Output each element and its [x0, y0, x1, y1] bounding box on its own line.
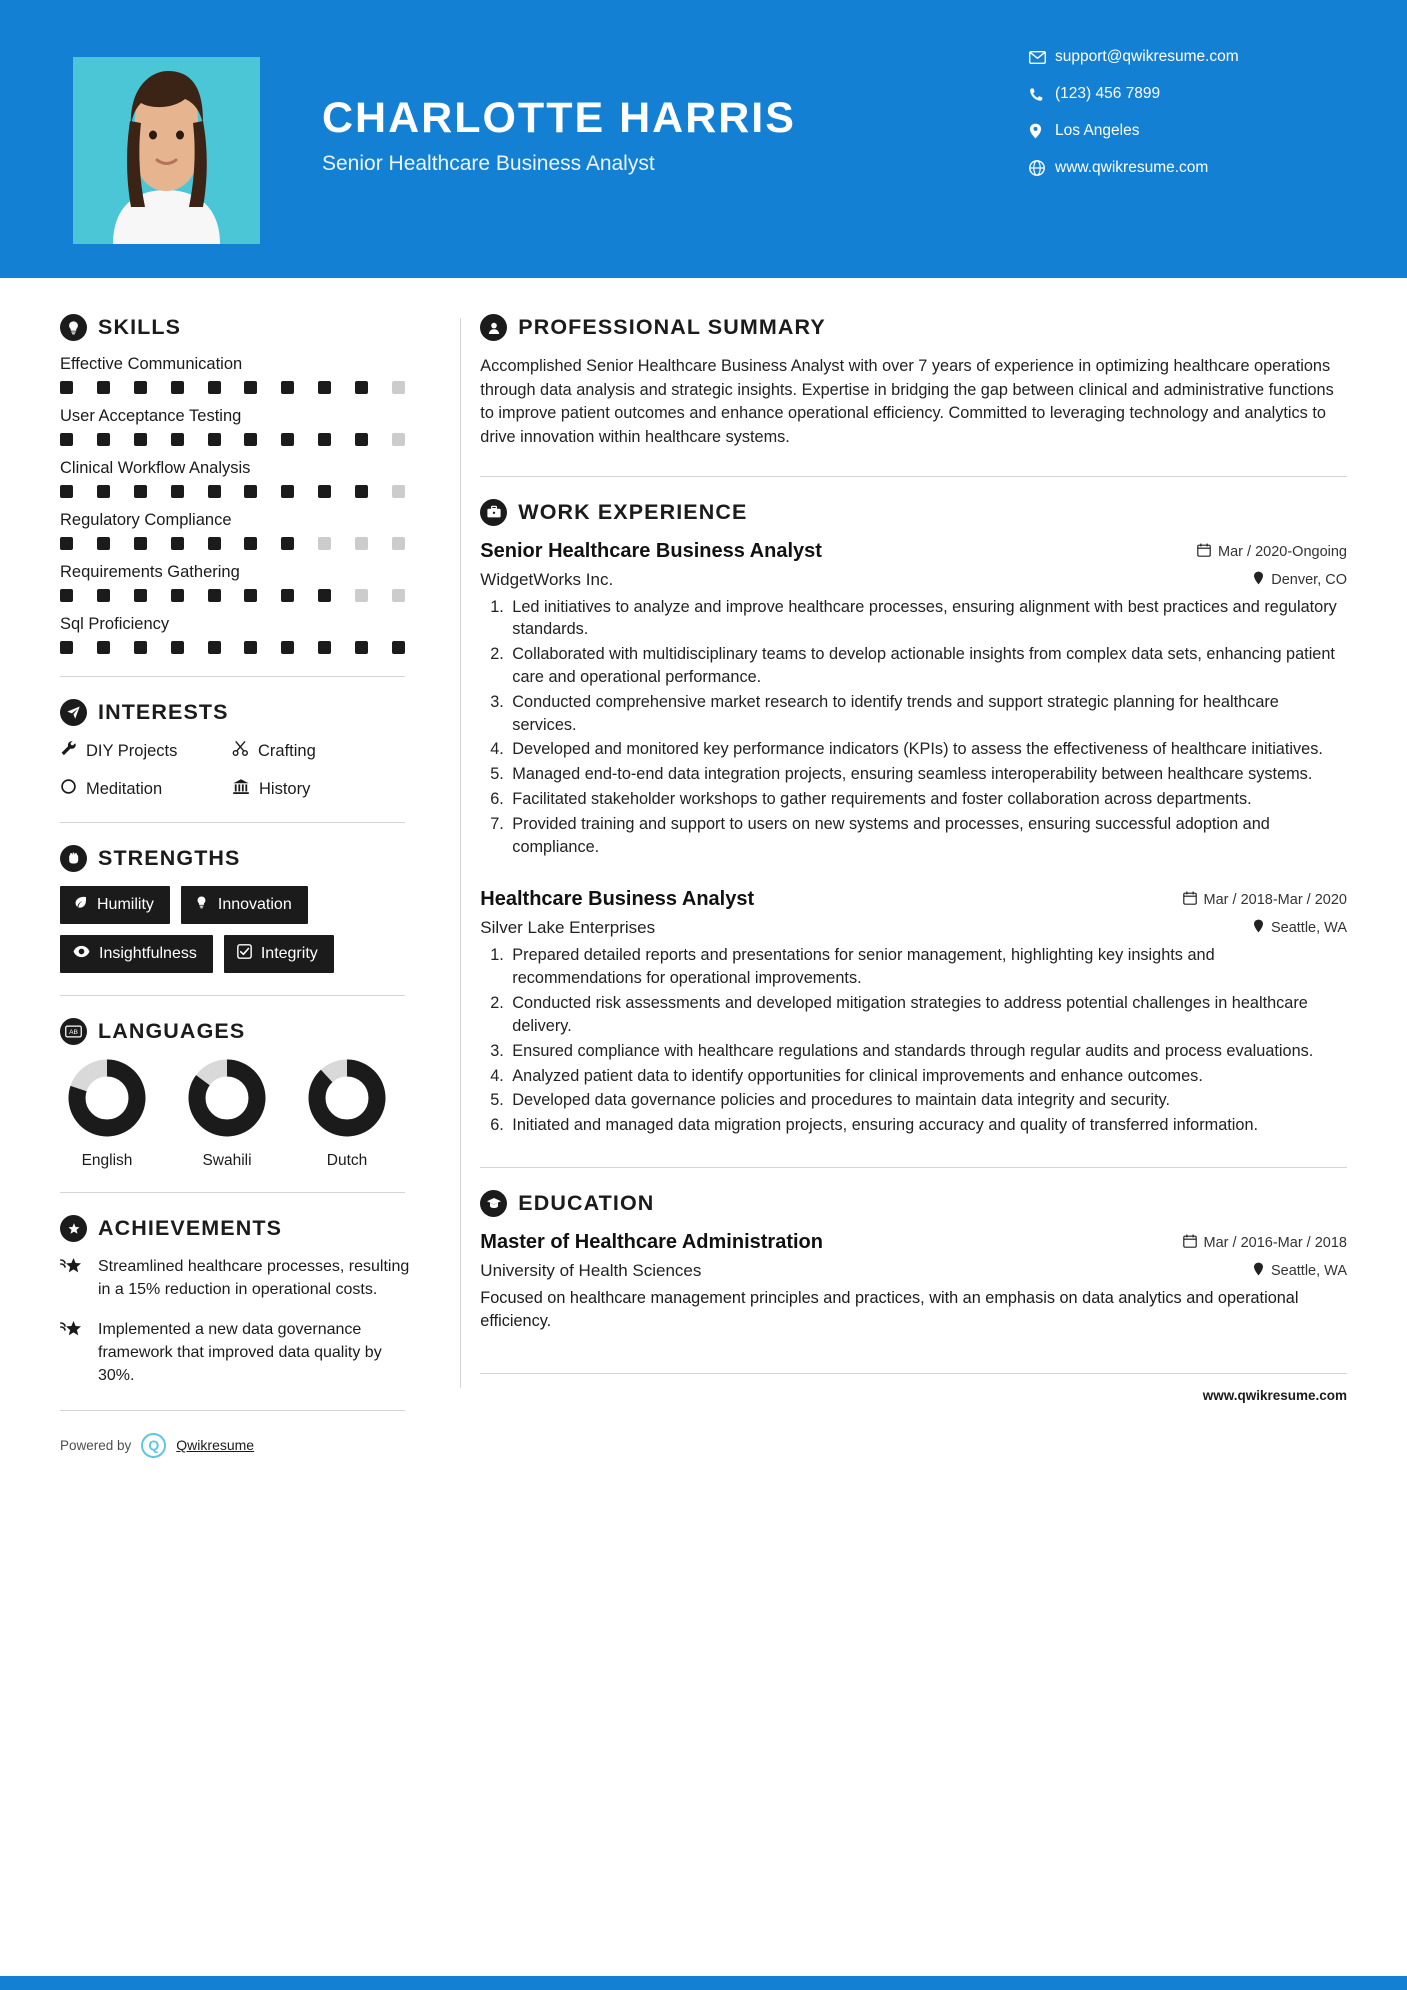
- divider: [480, 476, 1347, 477]
- experience-bullet: 3. Ensured compliance with healthcare regulations and standards through regular audits and process evaluations.: [508, 1040, 1347, 1063]
- education-school: University of Health Sciences: [480, 1260, 702, 1280]
- skill-rating-dot: [171, 485, 184, 498]
- phone-icon: [1029, 87, 1055, 102]
- contact-email-value: support@qwikresume.com: [1055, 48, 1239, 65]
- skill-rating-dot: [60, 433, 73, 446]
- briefcase-icon: [480, 499, 507, 526]
- portrait-illustration: [73, 57, 260, 244]
- job-role: Healthcare Business Analyst: [480, 888, 755, 911]
- star-bullet-icon: [60, 1256, 86, 1283]
- skill-rating-dot: [244, 641, 257, 654]
- achievements-list: [60, 1256, 412, 1388]
- languages-list: [60, 1059, 412, 1170]
- divider: [60, 1410, 405, 1411]
- skill-rating-dot: [60, 485, 73, 498]
- divider: [60, 676, 405, 677]
- job-dates: [1197, 543, 1347, 561]
- graduation-cap-icon: [480, 1190, 507, 1217]
- language-donut: [68, 1059, 146, 1137]
- calendar-icon: [1197, 543, 1211, 561]
- skill-rating-dot: [244, 537, 257, 550]
- contact-email[interactable]: [1029, 48, 1359, 66]
- strength-chip: [60, 935, 213, 973]
- skill-rating-dot: [171, 589, 184, 602]
- experience-header: [480, 540, 1347, 563]
- experience-bullets: [480, 596, 1347, 859]
- fist-icon: [60, 845, 87, 872]
- skill-rating-dot: [318, 641, 331, 654]
- skill-rating-dot: [318, 433, 331, 446]
- contact-phone-value: (123) 456 7899: [1055, 85, 1161, 102]
- skill-rating-dot: [281, 537, 294, 550]
- strength-label: Integrity: [260, 945, 318, 962]
- skill-rating-dot: [60, 589, 73, 602]
- divider: [60, 822, 405, 823]
- contact-location-value: Los Angeles: [1055, 122, 1140, 139]
- language-donut: [188, 1059, 266, 1137]
- lightbulb-icon: [60, 314, 87, 341]
- skill-rating: [60, 381, 405, 394]
- skill-rating-dot: [171, 433, 184, 446]
- contact-website-value: www.qwikresume.com: [1055, 159, 1209, 176]
- section-title-languages: LANGUAGES: [98, 1019, 246, 1043]
- section-title-summary: PROFESSIONAL SUMMARY: [518, 315, 826, 339]
- name-block: [322, 96, 1029, 176]
- skill-rating-dot: [355, 589, 368, 602]
- summary-text: Accomplished Senior Healthcare Business Analyst with over 7 years of experience in optimizing healthcare operations through data analysis and strategic insights. Expertise in bridging the gap between clinical and administrative functions to improve patient outcomes and enhance operational efficiency. Committed to leveraging technology and analytics to drive innovation within healthcare systems.: [480, 357, 1334, 446]
- bottom-accent-bar: [0, 1976, 1407, 1990]
- experience-bullet: 1. Led initiatives to analyze and improve healthcare processes, ensuring alignment with best practices and regulatory standards.: [508, 596, 1347, 642]
- section-title-skills: SKILLS: [98, 315, 182, 339]
- education-header: [480, 1231, 1347, 1254]
- abc-icon: [60, 1018, 87, 1045]
- skill-rating-dot: [134, 433, 147, 446]
- skill-label: Effective Communication: [60, 355, 243, 373]
- section-header-education: [480, 1190, 1347, 1217]
- section-header-interests: [60, 699, 412, 726]
- skill-rating-dot: [355, 433, 368, 446]
- language-item: [68, 1059, 146, 1170]
- skill-rating-dot: [97, 381, 110, 394]
- interest-item: [60, 740, 232, 762]
- user-circle-icon: [480, 314, 507, 341]
- experience-list: [480, 540, 1347, 1137]
- skill-label: Requirements Gathering: [60, 563, 240, 581]
- job-company: WidgetWorks Inc.: [480, 569, 614, 589]
- experience-bullet: 4. Analyzed patient data to identify opportunities for clinical improvements and enhance outcomes.: [508, 1065, 1347, 1088]
- skill-rating-dot: [97, 589, 110, 602]
- strength-chip: [224, 935, 334, 973]
- section-header-summary: [480, 314, 1347, 341]
- interests-list: [60, 740, 412, 800]
- skill-rating: [60, 589, 405, 602]
- interest-item: [232, 740, 404, 762]
- section-title-education: EDUCATION: [518, 1190, 655, 1215]
- skill-rating-dot: [97, 433, 110, 446]
- interest-item: [60, 778, 232, 800]
- skill-rating-dot: [208, 433, 221, 446]
- paper-plane-icon: [60, 699, 87, 726]
- contact-location: [1029, 122, 1359, 140]
- candidate-name: CHARLOTTE HARRIS: [322, 94, 796, 142]
- job-location-value: Seattle, WA: [1270, 920, 1347, 937]
- skill-rating-dot: [244, 485, 257, 498]
- star-badge-icon: [60, 1215, 87, 1242]
- skill-rating-dot: [171, 381, 184, 394]
- job-location: [1253, 571, 1347, 589]
- map-pin-icon: [1253, 1262, 1264, 1280]
- job-dates-value: Mar / 2020-Ongoing: [1218, 543, 1347, 560]
- footer-website[interactable]: www.qwikresume.com: [480, 1373, 1347, 1403]
- skill-rating-dot: [97, 641, 110, 654]
- education-degree: Master of Healthcare Administration: [480, 1230, 823, 1253]
- logo-mark: Q: [148, 1437, 160, 1454]
- powered-by[interactable]: [60, 1433, 412, 1458]
- skill-rating-dot: [244, 589, 257, 602]
- bank-icon: [232, 778, 250, 800]
- experience-bullet: 4. Developed and monitored key performance indicators (KPIs) to assess the effectiveness of healthcare initiatives.: [508, 738, 1347, 761]
- achievement-item: [60, 1256, 412, 1301]
- skill-item: [60, 563, 412, 602]
- experience-bullet: 6. Facilitated stakeholder workshops to gather requirements and foster collaboration across departments.: [508, 788, 1347, 811]
- interest-label: History: [259, 779, 311, 798]
- qwikresume-logo-icon: [141, 1433, 166, 1458]
- contact-list: [1029, 48, 1359, 196]
- language-label: Dutch: [326, 1152, 368, 1169]
- calendar-icon: [1183, 1234, 1197, 1252]
- experience-header: [480, 888, 1347, 911]
- skill-rating-dot: [134, 641, 147, 654]
- powered-by-label: Powered by: [60, 1437, 132, 1453]
- education-subheader: [480, 1261, 1347, 1281]
- skill-rating-dot: [318, 485, 331, 498]
- strength-chip: [181, 886, 308, 924]
- skill-rating-dot: [208, 537, 221, 550]
- section-title-interests: INTERESTS: [98, 700, 229, 724]
- job-company: Silver Lake Enterprises: [480, 918, 656, 938]
- achievement-item: [60, 1319, 412, 1387]
- skill-rating-dot: [171, 537, 184, 550]
- experience-bullet: 5. Managed end-to-end data integration projects, ensuring seamless interoperability between healthcare systems.: [508, 763, 1347, 786]
- section-header-strengths: [60, 845, 412, 872]
- star-bullet-icon: [60, 1319, 86, 1346]
- education-dates-value: Mar / 2016-Mar / 2018: [1203, 1234, 1347, 1251]
- experience-bullet: 2. Conducted risk assessments and developed mitigation strategies to address potential challenges in healthcare delivery.: [508, 992, 1347, 1038]
- skill-rating-dot: [355, 485, 368, 498]
- skill-rating-dot: [60, 537, 73, 550]
- experience-bullet: 7. Provided training and support to users on new systems and processes, ensuring successful adoption and compliance.: [508, 813, 1347, 859]
- achievement-text: Implemented a new data governance framework that improved data quality by 30%.: [98, 1321, 382, 1384]
- skill-rating-dot: [355, 641, 368, 654]
- skill-rating-dot: [60, 381, 73, 394]
- interest-label: Meditation: [86, 779, 163, 798]
- skill-rating-dot: [355, 537, 368, 550]
- skill-rating-dot: [281, 433, 294, 446]
- skill-label: Sql Proficiency: [60, 615, 170, 633]
- skills-list: [60, 355, 412, 654]
- skill-label: Regulatory Compliance: [60, 511, 232, 529]
- experience-subheader: [480, 918, 1347, 938]
- skill-rating-dot: [134, 537, 147, 550]
- strength-label: Insightfulness: [99, 945, 197, 962]
- skill-rating-dot: [134, 485, 147, 498]
- skill-rating-dot: [392, 433, 405, 446]
- skill-rating-dot: [134, 589, 147, 602]
- skill-rating-dot: [392, 641, 405, 654]
- strength-chip: [60, 886, 170, 924]
- skill-rating-dot: [208, 641, 221, 654]
- divider: [60, 1192, 405, 1193]
- language-label: English: [81, 1152, 133, 1169]
- interest-item: [232, 778, 404, 800]
- calendar-icon: [1183, 891, 1197, 909]
- education-location-value: Seattle, WA: [1270, 1262, 1347, 1279]
- skill-rating-dot: [281, 485, 294, 498]
- globe-icon: [1029, 160, 1055, 176]
- skill-rating-dot: [208, 381, 221, 394]
- section-title-experience: WORK EXPERIENCE: [518, 499, 748, 524]
- education-location: [1253, 1262, 1347, 1280]
- scissors-icon: [232, 740, 249, 762]
- svg-text:AB: AB: [69, 1028, 78, 1036]
- experience-bullet: 1. Prepared detailed reports and presentations for senior management, highlighting key insights and recommendations for operational improvements.: [508, 944, 1347, 990]
- skill-item: [60, 459, 412, 498]
- section-title-strengths: STRENGTHS: [98, 846, 241, 870]
- skill-rating: [60, 433, 405, 446]
- skill-rating-dot: [318, 589, 331, 602]
- divider: [60, 995, 405, 996]
- contact-phone[interactable]: [1029, 85, 1359, 103]
- job-role: Senior Healthcare Business Analyst: [480, 539, 822, 562]
- experience-item: [480, 540, 1347, 859]
- skill-rating-dot: [244, 433, 257, 446]
- resume-header: [0, 0, 1407, 278]
- resume-body: [0, 278, 1407, 1458]
- skill-rating-dot: [318, 381, 331, 394]
- skill-rating: [60, 485, 405, 498]
- bulb-icon: [194, 895, 209, 915]
- contact-website[interactable]: [1029, 159, 1359, 177]
- check-square-icon: [237, 944, 252, 964]
- skill-label: Clinical Workflow Analysis: [60, 459, 251, 477]
- skill-rating-dot: [244, 381, 257, 394]
- skill-item: [60, 511, 412, 550]
- skill-rating-dot: [392, 381, 405, 394]
- skill-item: [60, 407, 412, 446]
- skill-label: User Acceptance Testing: [60, 407, 242, 425]
- circle-icon: [60, 778, 77, 800]
- experience-bullet: 2. Collaborated with multidisciplinary teams to develop actionable insights from complex data sets, enhancing patient care and operational performance.: [508, 643, 1347, 689]
- section-header-experience: [480, 499, 1347, 526]
- experience-item: [480, 888, 1347, 1137]
- experience-bullet: 3. Conducted comprehensive market research to identify trends and support strategic planning for healthcare services.: [508, 691, 1347, 737]
- sidebar: [0, 278, 460, 1458]
- map-pin-icon: [1253, 571, 1264, 589]
- skill-rating-dot: [97, 537, 110, 550]
- experience-bullet: 6. Initiated and managed data migration projects, ensuring accuracy and quality of transferred information.: [508, 1114, 1347, 1137]
- skill-rating-dot: [281, 641, 294, 654]
- language-label: Swahili: [202, 1152, 252, 1169]
- education-description: Focused on healthcare management principles and practices, with an emphasis on data analytics and operational efficiency.: [480, 1288, 1299, 1331]
- skill-item: [60, 615, 412, 654]
- qwikresume-brand[interactable]: Qwikresume: [176, 1437, 255, 1454]
- language-donut: [308, 1059, 386, 1137]
- location-pin-icon: [1029, 123, 1055, 139]
- skill-rating: [60, 537, 405, 550]
- divider: [480, 1167, 1347, 1168]
- skill-rating-dot: [134, 381, 147, 394]
- skill-rating-dot: [392, 485, 405, 498]
- skill-rating-dot: [392, 589, 405, 602]
- skill-rating-dot: [355, 381, 368, 394]
- skill-rating-dot: [97, 485, 110, 498]
- avatar: [73, 57, 260, 244]
- education-dates: [1183, 1234, 1347, 1252]
- experience-subheader: [480, 570, 1347, 590]
- interest-label: Crafting: [258, 741, 316, 760]
- job-dates: [1183, 891, 1347, 909]
- skill-rating: [60, 641, 405, 654]
- skill-rating-dot: [171, 641, 184, 654]
- section-header-skills: [60, 314, 412, 341]
- map-pin-icon: [1253, 919, 1264, 937]
- language-item: [308, 1059, 386, 1170]
- leaf-icon: [73, 895, 88, 915]
- section-header-achievements: [60, 1215, 412, 1242]
- eye-icon: [73, 944, 90, 964]
- strength-label: Humility: [97, 896, 154, 913]
- section-title-achievements: ACHIEVEMENTS: [98, 1216, 283, 1240]
- language-item: [188, 1059, 266, 1170]
- candidate-title: Senior Healthcare Business Analyst: [322, 152, 655, 176]
- skill-rating-dot: [208, 485, 221, 498]
- section-header-languages: [60, 1018, 412, 1045]
- job-location-value: Denver, CO: [1271, 571, 1347, 588]
- envelope-icon: [1029, 51, 1055, 64]
- experience-bullets: [480, 944, 1347, 1137]
- skill-rating-dot: [208, 589, 221, 602]
- skill-item: [60, 355, 412, 394]
- strength-label: Innovation: [217, 896, 292, 913]
- experience-bullet: 5. Developed data governance policies and procedures to maintain data integrity and security.: [508, 1089, 1347, 1112]
- achievement-text: Streamlined healthcare processes, resulting in a 15% reduction in operational costs.: [98, 1258, 410, 1298]
- skill-rating-dot: [392, 537, 405, 550]
- strengths-list: [60, 886, 410, 973]
- interest-label: DIY Projects: [86, 741, 178, 760]
- skill-rating-dot: [60, 641, 73, 654]
- skill-rating-dot: [281, 381, 294, 394]
- main-content: [460, 278, 1407, 1458]
- wrench-icon: [60, 740, 77, 762]
- job-dates-value: Mar / 2018-Mar / 2020: [1203, 892, 1347, 909]
- skill-rating-dot: [318, 537, 331, 550]
- skill-rating-dot: [281, 589, 294, 602]
- job-location: [1253, 919, 1347, 937]
